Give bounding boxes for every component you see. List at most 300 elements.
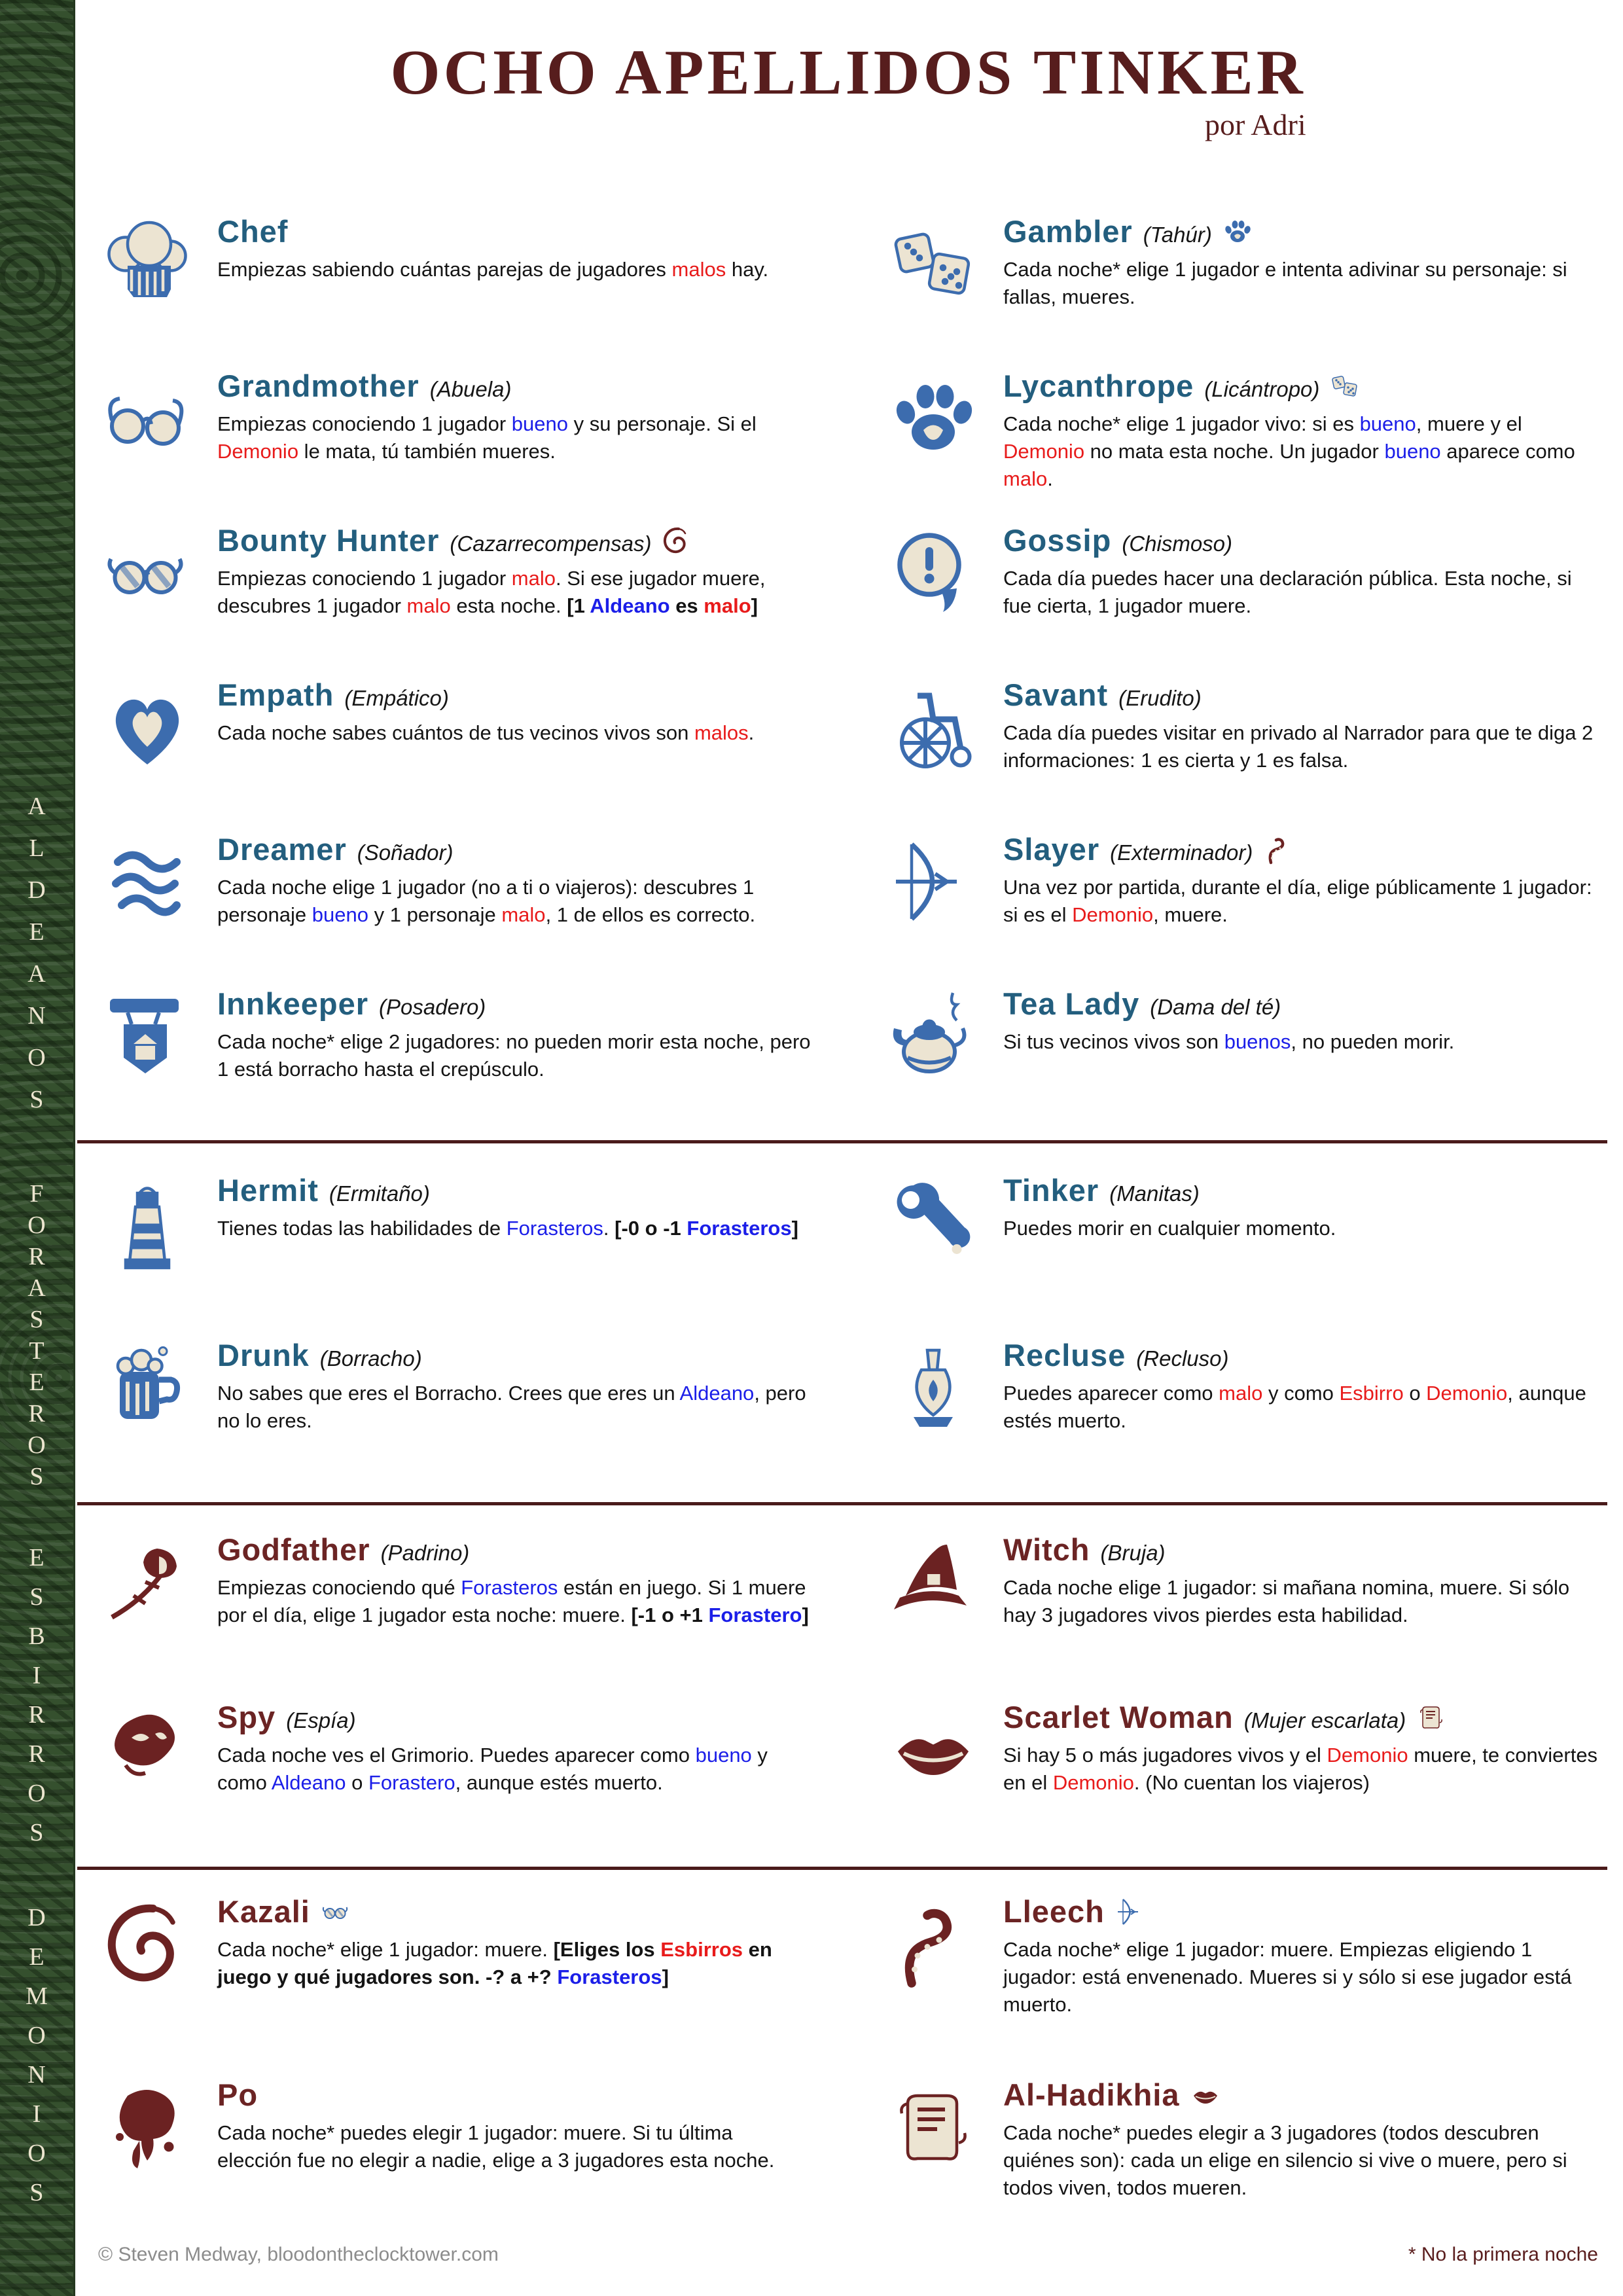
page-title: OCHO APELLIDOS TINKER xyxy=(390,37,1306,108)
ability-text-segment: [-0 o -1 xyxy=(615,1217,687,1240)
witch-hat-icon xyxy=(884,1533,982,1631)
lips-icon xyxy=(884,1700,982,1799)
entry-body xyxy=(1003,1699,1598,1797)
ability-text-segment: Forastero xyxy=(708,1604,802,1626)
entry-tea-lady xyxy=(884,986,1598,1140)
entry-empath xyxy=(98,677,812,831)
entry-ability xyxy=(217,1936,812,1991)
entry-lleech xyxy=(884,1893,1598,2077)
ability-text-segment: ] xyxy=(751,594,758,617)
ability-text-segment: esta noche. xyxy=(450,594,567,617)
entry-ability xyxy=(217,719,812,747)
entry-name: Recluse xyxy=(1003,1338,1126,1372)
footer xyxy=(98,2244,1598,2266)
ability-text-segment: , 1 de ellos es correcto. xyxy=(545,903,756,926)
entry-ability xyxy=(1003,410,1598,493)
entry-translation: (Dama del té) xyxy=(1150,995,1281,1019)
entry-translation: (Espía) xyxy=(286,1708,356,1732)
entry-ability xyxy=(1003,565,1598,620)
entry-translation: (Erudito) xyxy=(1118,686,1202,710)
entry-translation: (Bruja) xyxy=(1100,1541,1166,1565)
entry-nameline xyxy=(217,1337,812,1373)
sidebar-label-aldeanos xyxy=(0,785,73,1121)
entry-nameline xyxy=(217,1893,812,1929)
ability-text-segment: . xyxy=(748,721,755,744)
entry-body xyxy=(217,1893,812,1991)
entry-name: Po xyxy=(217,2077,259,2112)
ability-text-segment: bueno xyxy=(511,412,569,435)
entry-translation: (Manitas) xyxy=(1109,1181,1200,1206)
entry-body xyxy=(1003,986,1598,1056)
sidebar-letter: T xyxy=(29,1337,45,1365)
entry-name: Lleech xyxy=(1003,1894,1105,1929)
ability-text-segment: aparece como xyxy=(1440,440,1575,463)
entry-ability xyxy=(217,1742,812,1797)
entry-nameline xyxy=(217,522,812,558)
entry-grandmother xyxy=(98,368,812,522)
entry-ability xyxy=(217,565,812,620)
entry-translation: (Posadero) xyxy=(379,995,486,1019)
entry-body xyxy=(217,368,812,465)
entry-body xyxy=(1003,1172,1598,1242)
entry-hermit xyxy=(98,1172,812,1337)
ability-text-segment: ] xyxy=(802,1604,809,1626)
section-forasteros-entries xyxy=(98,1172,1598,1502)
ability-text-segment: Empiezas conociendo 1 jugador xyxy=(217,567,512,590)
entry-ability xyxy=(1003,2119,1598,2202)
entry-kazali xyxy=(98,1893,812,2077)
ability-text-segment: Si hay 5 o más jugadores vivos y el xyxy=(1003,1744,1327,1767)
ability-text-segment: Cada noche sabes cuántos de tus vecinos vivos son xyxy=(217,721,694,744)
ability-text-segment: Demonio xyxy=(1003,440,1085,463)
sidebar-letter: E xyxy=(29,1943,45,1971)
entry-gossip xyxy=(884,522,1598,677)
ability-text-segment: Esbirros xyxy=(660,1938,743,1961)
ability-text-segment: Demonio xyxy=(1052,1771,1134,1794)
entry-nameline xyxy=(1003,831,1598,867)
entry-ability xyxy=(217,2119,812,2174)
entry-body xyxy=(217,1532,812,1629)
sidebar-letter: F xyxy=(29,1180,44,1208)
entry-ability xyxy=(1003,874,1598,929)
sidebar-label-esbirros xyxy=(0,1538,73,1852)
entry-name: Scarlet Woman xyxy=(1003,1700,1234,1734)
entry-name: Gossip xyxy=(1003,523,1112,558)
beer-mug-icon xyxy=(98,1338,196,1437)
wrench-icon xyxy=(884,1174,982,1272)
entry-translation: (Cazarrecompensas) xyxy=(450,531,652,556)
entry-gambler xyxy=(884,213,1598,368)
ability-text-segment: es xyxy=(669,594,704,617)
entry-name: Innkeeper xyxy=(217,986,369,1021)
entry-nameline xyxy=(1003,986,1598,1022)
ability-text-segment: . xyxy=(1047,467,1053,490)
sidebar-label-forasteros xyxy=(0,1178,73,1492)
section-forasteros xyxy=(98,1143,1598,1502)
entry-nameline xyxy=(1003,213,1598,249)
entry-name: Chef xyxy=(217,214,289,249)
ability-text-segment: [-1 o +1 xyxy=(631,1604,709,1626)
entry-witch xyxy=(884,1532,1598,1699)
section-esbirros xyxy=(98,1505,1598,1867)
entry-ability xyxy=(217,1380,812,1435)
ability-text-segment: malos xyxy=(671,258,726,281)
entry-body xyxy=(217,831,812,929)
entry-translation: (Recluso) xyxy=(1136,1346,1229,1371)
entry-translation: (Abuela) xyxy=(429,377,512,401)
entry-name: Tinker xyxy=(1003,1173,1099,1208)
sidebar-letter: O xyxy=(27,1780,46,1807)
spy-mask-icon xyxy=(98,1700,196,1799)
lips-icon xyxy=(1189,2079,1222,2111)
entry-ability xyxy=(1003,1742,1598,1797)
sidebar-letter: O xyxy=(27,2140,46,2167)
ability-text-segment: Cada noche elige 1 jugador (no a ti o viajeros): descubres 1 personaje xyxy=(217,876,755,926)
ability-text-segment: Cada noche* puedes elegir a 3 jugadores (todos descubren quiénes son): cada un elige en silencio si vive o muere, pero si todos viven, todos mueren. xyxy=(1003,2121,1567,2199)
ability-text-segment: malos xyxy=(694,721,749,744)
entry-nameline xyxy=(217,2077,812,2113)
entry-spy xyxy=(98,1699,812,1867)
entry-body xyxy=(217,213,812,283)
dice-icon xyxy=(1329,370,1361,403)
sidebar-letter: I xyxy=(32,2100,41,2128)
entry-body xyxy=(217,1172,812,1242)
first-night-note: * No la primera noche xyxy=(1408,2244,1598,2265)
entry-translation: (Soñador) xyxy=(357,840,454,865)
sidebar-letter: R xyxy=(28,1701,45,1729)
entry-body xyxy=(217,522,812,620)
paw-icon xyxy=(884,369,982,467)
entry-translation: (Licántropo) xyxy=(1204,377,1320,401)
sidebar-letter: I xyxy=(32,1662,41,1689)
ability-text-segment: Cada día puedes hacer una declaración pública. Esta noche, si fue cierta, 1 jugador muere. xyxy=(1003,567,1572,617)
entry-nameline xyxy=(1003,368,1598,404)
entry-lycanthrope xyxy=(884,368,1598,522)
sidebar-letter: M xyxy=(26,1982,48,2010)
sidebar-letter: S xyxy=(29,2179,44,2206)
ability-text-segment: Una vez por partida, durante el día, elige públicamente 1 jugador: si es el xyxy=(1003,876,1592,926)
entry-ability xyxy=(217,1574,812,1629)
ability-text-segment: Puedes aparecer como xyxy=(1003,1382,1219,1405)
ability-text-segment: o xyxy=(346,1771,368,1794)
entry-al-hadikhia xyxy=(884,2077,1598,2260)
entry-name: Savant xyxy=(1003,677,1109,712)
tentacle-icon xyxy=(1262,833,1294,866)
sidebar-letter: S xyxy=(29,1583,44,1611)
entry-name: Lycanthrope xyxy=(1003,368,1194,403)
ability-text-segment: Si tus vecinos vivos son xyxy=(1003,1030,1224,1053)
ability-text-segment: Forasteros xyxy=(461,1576,558,1599)
entry-scarlet-woman xyxy=(884,1699,1598,1867)
ability-text-segment: están en juego. Si 1 muere por el día, elige 1 jugador esta noche: muere. xyxy=(217,1576,806,1626)
ability-text-segment: . xyxy=(603,1217,615,1240)
entry-nameline xyxy=(217,368,812,404)
ability-text-segment: . Si ese jugador muere, descubres 1 jugador xyxy=(217,567,766,617)
entry-body xyxy=(217,677,812,747)
entry-name: Dreamer xyxy=(217,832,347,867)
entry-ability xyxy=(1003,256,1598,311)
entry-translation: (Chismoso) xyxy=(1122,531,1233,556)
sidebar-label-demonios xyxy=(0,1898,73,2212)
entry-name: Grandmother xyxy=(217,368,419,403)
scroll-icon xyxy=(884,2078,982,2176)
entry-nameline xyxy=(1003,1532,1598,1568)
ability-text-segment: Cada día puedes visitar en privado al Narrador para que te diga 2 informaciones: 1 es cierta y 1 es falsa. xyxy=(1003,721,1594,772)
entry-nameline xyxy=(1003,1172,1598,1208)
ability-text-segment: y 1 personaje xyxy=(368,903,502,926)
entry-chef xyxy=(98,213,812,368)
entry-name: Gambler xyxy=(1003,214,1133,249)
teapot-icon xyxy=(884,987,982,1085)
ability-text-segment: muere, te conviertes en el xyxy=(1003,1744,1598,1794)
ability-text-segment: Cada noche* elige 1 jugador e intenta adivinar su personaje: si fallas, mueres. xyxy=(1003,258,1567,308)
entry-body xyxy=(1003,1893,1598,2018)
scroll-icon xyxy=(1415,1701,1448,1734)
ability-text-segment: bueno xyxy=(1384,440,1441,463)
sidebar-letter: R xyxy=(28,1243,45,1270)
ability-text-segment: y como xyxy=(217,1744,768,1794)
dice-icon xyxy=(884,215,982,313)
entry-po xyxy=(98,2077,812,2260)
ability-text-segment: Empiezas conociendo 1 jugador xyxy=(217,412,512,435)
entry-name: Drunk xyxy=(217,1338,310,1372)
footer-copyright: © Steven Medway, bloodontheclocktower.com xyxy=(98,2244,499,2265)
sidebar-letter: E xyxy=(29,918,45,946)
ability-text-segment: buenos xyxy=(1224,1030,1291,1053)
entry-name: Tea Lady xyxy=(1003,986,1140,1021)
sidebar-letter: E xyxy=(29,1369,45,1396)
entry-nameline xyxy=(217,1172,812,1208)
sidebar-letter: S xyxy=(29,1463,44,1490)
blood-splat-icon xyxy=(98,2078,196,2176)
entry-body xyxy=(217,1337,812,1435)
entry-name: Empath xyxy=(217,677,334,712)
entry-ability xyxy=(1003,719,1598,774)
entry-name: Hermit xyxy=(217,1173,319,1208)
ability-text-segment: Forasteros xyxy=(557,1965,662,1988)
entry-body xyxy=(1003,677,1598,774)
ability-text-segment: , no pueden morir. xyxy=(1291,1030,1455,1053)
entry-name: Bounty Hunter xyxy=(217,523,440,558)
ability-text-segment: Aldeano xyxy=(590,594,670,617)
entry-ability xyxy=(217,874,812,929)
chef-hat-icon xyxy=(98,215,196,313)
ability-text-segment: y su personaje. Si el xyxy=(568,412,757,435)
ability-text-segment: Empiezas sabiendo cuántas parejas de jugadores xyxy=(217,258,672,281)
ability-text-segment: malo xyxy=(406,594,451,617)
entry-translation: (Padrino) xyxy=(380,1541,470,1565)
tentacle-icon xyxy=(884,1895,982,1993)
entry-body xyxy=(1003,368,1598,493)
bow-icon xyxy=(884,833,982,931)
ability-text-segment: malo xyxy=(1003,467,1048,490)
entry-nameline xyxy=(217,986,812,1022)
ability-text-segment: Cada noche* elige 1 jugador: muere. xyxy=(217,1938,554,1961)
sidebar-letter: S xyxy=(29,1086,44,1113)
entry-name: Al-Hadikhia xyxy=(1003,2077,1180,2112)
sidebar-letter: D xyxy=(27,1904,46,1931)
ability-text-segment: malo xyxy=(704,594,751,617)
bow-icon xyxy=(1114,1895,1147,1928)
entry-body xyxy=(1003,1532,1598,1629)
ability-text-segment: no mata esta noche. Un jugador xyxy=(1084,440,1385,463)
ability-text-segment: Demonio xyxy=(1327,1744,1408,1767)
entry-ability xyxy=(1003,1028,1598,1056)
sidebar-letter: N xyxy=(27,2061,46,2089)
sidebar-letter: O xyxy=(27,1211,46,1239)
sidebar-letter: R xyxy=(28,1740,45,1768)
ability-text-segment: , muere. xyxy=(1153,903,1228,926)
ability-text-segment: y como xyxy=(1262,1382,1340,1405)
ability-text-segment: ] xyxy=(662,1965,669,1988)
ability-text-segment: Cada noche ves el Grimorio. Puedes aparecer como xyxy=(217,1744,696,1767)
paw-icon xyxy=(1221,215,1254,248)
ability-text-segment: Empiezas conociendo qué xyxy=(217,1576,461,1599)
ability-text-segment: hay. xyxy=(726,258,769,281)
decorative-sidebar xyxy=(0,0,75,2296)
ability-text-segment: Demonio xyxy=(217,440,299,463)
sidebar-letter: O xyxy=(27,1431,46,1459)
entry-name: Slayer xyxy=(1003,832,1100,867)
swirl-icon xyxy=(660,524,693,557)
entry-nameline xyxy=(1003,1893,1598,1929)
section-demonios-entries xyxy=(98,1893,1598,2260)
entry-godfather xyxy=(98,1532,812,1699)
entry-translation: (Mujer escarlata) xyxy=(1243,1708,1406,1732)
entry-dreamer xyxy=(98,831,812,986)
entry-bounty-hunter xyxy=(98,522,812,677)
ability-text-segment: , aunque estés muerto. xyxy=(1003,1382,1586,1432)
swirl-icon xyxy=(98,1895,196,1993)
ability-text-segment: Tienes todas las habilidades de xyxy=(217,1217,507,1240)
rose-icon xyxy=(98,1533,196,1631)
entry-savant xyxy=(884,677,1598,831)
entry-name: Kazali xyxy=(217,1894,310,1929)
ability-text-segment: Forasteros xyxy=(506,1217,603,1240)
page-subtitle: por Adri xyxy=(1205,108,1306,141)
entry-name: Godfather xyxy=(217,1532,370,1567)
entry-translation: (Empático) xyxy=(344,686,449,710)
ability-text-segment: Aldeano xyxy=(679,1382,755,1405)
bounty-glasses-icon xyxy=(98,524,196,622)
ability-text-segment: Forastero xyxy=(368,1771,455,1794)
entry-tinker xyxy=(884,1172,1598,1337)
ability-text-segment: ] xyxy=(791,1217,798,1240)
empath-heart-icon xyxy=(98,678,196,776)
entry-body xyxy=(1003,213,1598,311)
ability-text-segment: en juego y qué jugadores son. -? a +? xyxy=(217,1938,772,1988)
sidebar-letter: A xyxy=(27,960,46,988)
ability-text-segment: malo xyxy=(501,903,546,926)
ability-text-segment: bueno xyxy=(695,1744,752,1767)
entry-ability xyxy=(1003,1574,1598,1629)
ability-text-segment: , muere y el xyxy=(1416,412,1522,435)
sidebar-letter: A xyxy=(27,793,46,820)
entry-translation: (Borracho) xyxy=(319,1346,422,1371)
entry-body xyxy=(217,2077,812,2174)
entry-nameline xyxy=(1003,1337,1598,1373)
ability-text-segment: . (No cuentan los viajeros) xyxy=(1133,1771,1370,1794)
entry-ability xyxy=(217,410,812,465)
ability-text-segment: No sabes que eres el Borracho. Crees que eres un xyxy=(217,1382,680,1405)
entry-ability xyxy=(1003,1215,1598,1242)
ability-text-segment: Demonio xyxy=(1072,903,1154,926)
entry-nameline xyxy=(217,677,812,713)
entry-name: Witch xyxy=(1003,1532,1090,1567)
section-esbirros-entries xyxy=(98,1532,1598,1867)
ability-text-segment: Forasteros xyxy=(687,1217,792,1240)
sidebar-letter: D xyxy=(27,876,46,904)
speech-bubble-icon xyxy=(884,524,982,622)
entry-nameline xyxy=(1003,677,1598,713)
dreamer-swirl-icon xyxy=(98,833,196,931)
ability-text-segment: [1 xyxy=(567,594,590,617)
entry-nameline xyxy=(217,213,812,249)
ability-text-segment: , pero no lo eres. xyxy=(217,1382,806,1432)
sidebar-letter: O xyxy=(27,2022,46,2049)
ability-text-segment: o xyxy=(1403,1382,1427,1405)
entry-name: Spy xyxy=(217,1700,276,1734)
sidebar-letter: R xyxy=(28,1400,45,1427)
entry-ability xyxy=(1003,1936,1598,2018)
entry-nameline xyxy=(217,1532,812,1568)
entry-ability xyxy=(217,256,812,283)
ability-text-segment: malo xyxy=(1219,1382,1263,1405)
entry-drunk xyxy=(98,1337,812,1502)
sidebar-letter: S xyxy=(29,1819,44,1846)
sidebar-letter: S xyxy=(29,1306,44,1333)
section-aldeanos-entries xyxy=(98,213,1598,1140)
bounty-glasses-icon xyxy=(319,1895,352,1928)
sidebar-letter: N xyxy=(27,1002,46,1030)
entry-body xyxy=(217,1699,812,1797)
entry-nameline xyxy=(217,1699,812,1735)
entry-body xyxy=(1003,2077,1598,2202)
ability-text-segment: bueno xyxy=(312,903,368,926)
ability-text-segment: Esbirro xyxy=(1339,1382,1404,1405)
entry-body xyxy=(1003,831,1598,929)
entry-nameline xyxy=(217,831,812,867)
entry-nameline xyxy=(1003,1699,1598,1735)
inn-sign-icon xyxy=(98,987,196,1085)
sidebar-letter: B xyxy=(28,1623,45,1650)
entry-translation: (Ermitaño) xyxy=(329,1181,430,1206)
grandmother-glasses-icon xyxy=(98,369,196,467)
ability-text-segment: Aldeano xyxy=(271,1771,346,1794)
ability-text-segment: [Eliges los xyxy=(553,1938,661,1961)
entry-translation: (Tahúr) xyxy=(1143,223,1212,247)
entry-body xyxy=(217,986,812,1083)
entry-body xyxy=(1003,1337,1598,1435)
sidebar-letter: E xyxy=(29,1544,45,1571)
entry-slayer xyxy=(884,831,1598,986)
ability-text-segment: Puedes morir en cualquier momento. xyxy=(1003,1217,1336,1240)
entry-ability xyxy=(217,1028,812,1083)
entry-nameline xyxy=(1003,2077,1598,2113)
ability-text-segment: Cada noche* elige 1 jugador: muere. Empiezas eligiendo 1 jugador: está envenenado. Mueres si y sólo si ese jugador está muerto. xyxy=(1003,1938,1572,2016)
ability-text-segment: le mata, tú también mueres. xyxy=(298,440,556,463)
ability-text-segment: malo xyxy=(511,567,556,590)
section-aldeanos xyxy=(98,0,1598,1140)
sidebar-letter: L xyxy=(29,834,45,862)
wheelchair-icon xyxy=(884,678,982,776)
ability-text-segment: Cada noche elige 1 jugador: si mañana nomina, muere. Si sólo hay 3 jugadores vivos pierdes esta habilidad. xyxy=(1003,1576,1570,1626)
section-demonios xyxy=(98,1870,1598,2260)
lighthouse-icon xyxy=(98,1174,196,1272)
entry-recluse xyxy=(884,1337,1598,1502)
entry-ability xyxy=(217,1215,812,1242)
sidebar-letter: A xyxy=(27,1274,46,1302)
